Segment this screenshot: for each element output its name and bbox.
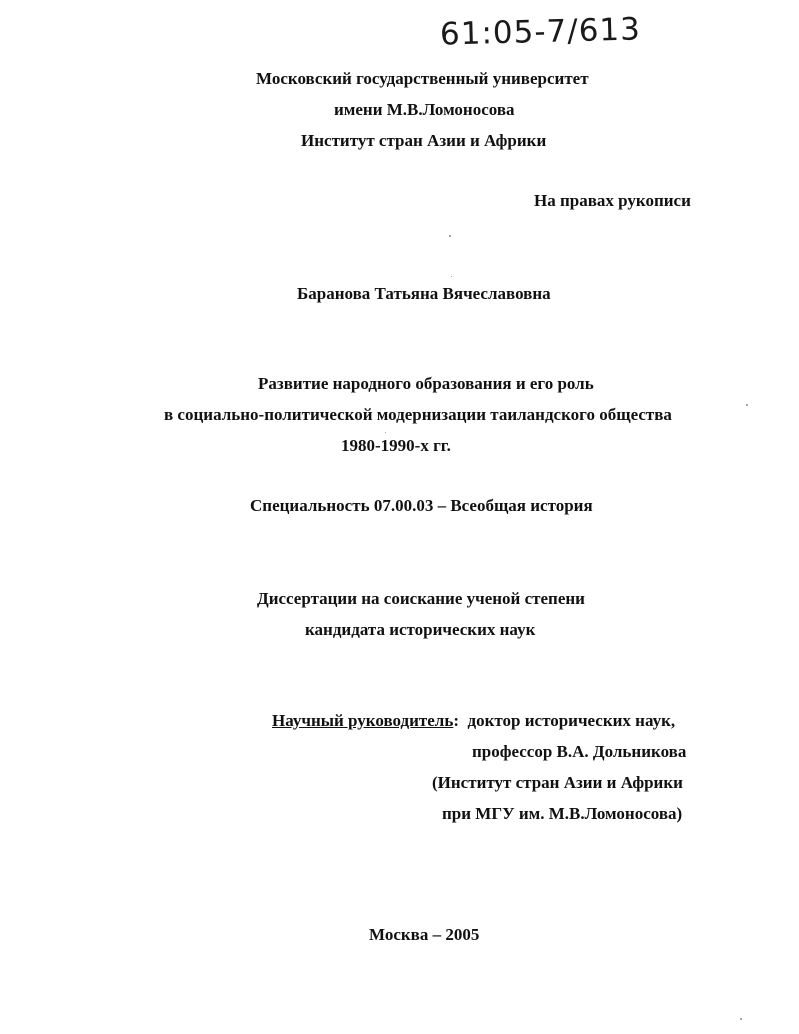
thesis-title-line-2: в социально-политической модернизации таиландского общества xyxy=(164,405,672,424)
degree-line-1: Диссертации на соискание ученой степени xyxy=(257,589,585,608)
university-honorific: имени М.В.Ломоносова xyxy=(334,100,515,119)
institute-name: Институт стран Азии и Африки xyxy=(301,131,547,150)
supervisor-degree: доктор исторических наук, xyxy=(467,711,676,730)
scan-speck xyxy=(740,1018,742,1020)
supervisor-affiliation-1: (Институт стран Азии и Африки xyxy=(432,773,683,792)
archive-code-handwritten: 61:05-7/613 xyxy=(439,11,642,53)
specialty: Специальность 07.00.03 – Всеобщая история xyxy=(250,496,593,515)
supervisor-block xyxy=(272,711,675,731)
scan-speck xyxy=(385,432,386,433)
thesis-title-line-3: 1980-1990-х гг. xyxy=(341,436,451,455)
scan-speck xyxy=(449,235,451,237)
supervisor-affiliation-2: при МГУ им. М.В.Ломоносова) xyxy=(442,804,683,823)
author-name: Баранова Татьяна Вячеславовна xyxy=(297,284,551,303)
city-year: Москва – 2005 xyxy=(369,925,480,944)
scan-speck xyxy=(451,276,452,277)
university-name: Московский государственный университет xyxy=(256,69,589,88)
supervisor-label: Научный руководитель xyxy=(272,711,454,730)
degree-line-2: кандидата исторических наук xyxy=(305,620,536,639)
supervisor-name: профессор В.А. Дольникова xyxy=(472,742,687,761)
supervisor-colon: : xyxy=(453,711,460,730)
manuscript-note: На правах рукописи xyxy=(534,191,691,210)
thesis-title-line-1: Развитие народного образования и его роль xyxy=(258,374,594,393)
scan-speck xyxy=(746,404,748,406)
